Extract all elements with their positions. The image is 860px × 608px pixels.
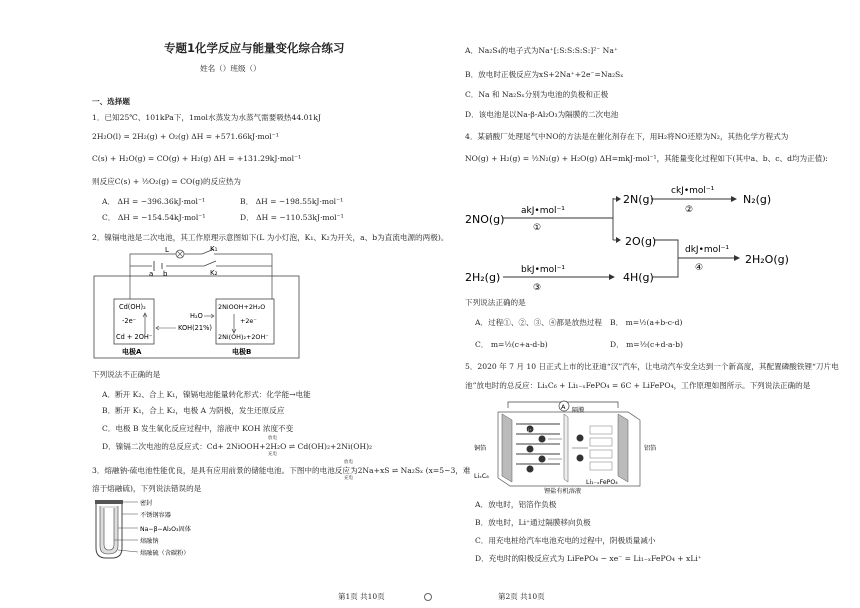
name-class-line: 姓名（）班级（）: [200, 64, 261, 73]
seal-label: 密封: [140, 500, 153, 507]
product-n2: N₂(g): [743, 193, 772, 206]
cathode-label: Li₁₋ₓFePO₄: [586, 479, 618, 486]
electrode-b-text-2: +2e⁻: [240, 317, 257, 325]
step-4-label: ④: [695, 263, 704, 273]
electrode-a-label: 电极A: [122, 348, 142, 356]
state-2o: 2O(g): [625, 235, 657, 248]
state-2n: 2N(g): [623, 193, 654, 206]
q2-arrow-bottom-label: 充电: [268, 452, 277, 457]
q4-stem: 4．某硝酸厂处理尾气中NO的方法是在催化剂存在下，用H₂将NO还原为N₂，其热化学方程式为: [465, 132, 789, 141]
pole-b-label: b: [163, 270, 168, 278]
q1-option-b: B． ΔH = −198.55kJ·mol⁻¹: [240, 197, 344, 206]
k2-label: K₂: [210, 269, 218, 277]
electrode-a-text-1: Cd(OH)₂: [119, 303, 146, 311]
q4-option-b: B． m=½(a+b-c-d): [610, 318, 683, 327]
q3-arrow-bottom-label: 充电: [344, 476, 353, 481]
electrolyte-label: 锂盐有机溶液: [544, 488, 582, 494]
q4-option-a: A．过程①、②、③、④都是放热过程: [475, 318, 602, 327]
left-footer: 第1页 共10页: [338, 592, 385, 601]
section-heading: 一、选择题: [92, 97, 130, 106]
ammeter-label: A: [561, 403, 566, 411]
q4-option-d: D． m=½(c+d-a-b): [610, 340, 683, 349]
q1-option-c: C． ΔH = −154.54kJ·mol⁻¹: [102, 213, 206, 222]
q3-stem-cont: 溶于熔融硫)，下列说法错误的是: [92, 484, 202, 493]
electrode-a-text-3: Cd + 2OH⁻: [116, 333, 153, 341]
q5-option-d: D．充电时的阳极反应式为 LiFePO₄ − xe⁻ = Li₁₋ₓFePO₄ + xLi⁺: [475, 554, 702, 563]
q1-stem: 1．已知25℃、101kPa下，1mol水蒸发为水蒸气需要吸热44.01kJ: [92, 113, 321, 122]
water-label: H₂O: [190, 312, 203, 320]
q2-arrow-top-label: 放电: [268, 436, 277, 441]
q5-stem-cont: 池”放电时的总反应：LiₓC₆ + Li₁₋ₓFePO₄ = 6C + LiFePO₄，工作原理如图所示。下列说法正确的是: [465, 381, 811, 390]
q3-option-d: D．该电池是以Na-β-Al₂O₃为隔膜的二次电池: [465, 110, 619, 119]
nas-battery-diagram: [92, 496, 252, 562]
right-footer: 第2页 共10页: [498, 592, 545, 601]
lamp-label: L: [165, 246, 169, 254]
nicd-battery-diagram: [92, 246, 302, 362]
molten-sodium-label: 熔融钠: [140, 538, 159, 545]
q4-question: 下列说法正确的是: [465, 298, 526, 307]
q3-stem: 3．熔融钠-硫电池性能优良，是具有应用前景的储能电池。下图中的电池反应为2Na+xS ⇌ Na₂Sₓ (x=5~3，难: [92, 466, 471, 475]
page-title: 专题1化学反应与能量变化综合练习: [164, 41, 345, 55]
electrode-a-text-2: -2e⁻: [122, 317, 137, 325]
energy-process-diagram: [463, 178, 793, 296]
lfp-battery-diagram: [468, 398, 668, 494]
membrane-label: 隔膜: [572, 407, 585, 414]
aluminum-foil-label: 铝箔: [644, 445, 657, 452]
q2-option-d: D．镍镉二次电池的总反应式：Cd+ 2NiOOH+2H₂O ⇌ Cd(OH)₂+2Ni(OH)₂: [102, 442, 373, 451]
energy-a-label: akJ•mol⁻¹: [521, 206, 565, 216]
q1-question: 则反应C(s) + ½O₂(g) = CO(g)的反应热为: [92, 177, 242, 186]
right-page: [430, 0, 860, 608]
q1-option-d: D． ΔH = −110.53kJ·mol⁻¹: [240, 213, 344, 222]
energy-c-label: ckJ•mol⁻¹: [671, 186, 715, 196]
q2-question: 下列说法不正确的是: [92, 370, 161, 379]
electrode-b-text-3: 2Ni(OH)₂+2OH⁻: [218, 333, 269, 341]
k1-label: K₁: [210, 246, 218, 253]
step-2-label: ②: [685, 205, 694, 215]
li-ion-label: Li⁺: [526, 428, 532, 433]
q1-equation-1: 2H₂O(l) = 2H₂(g) + O₂(g) ΔH = +571.66kJ·mol⁻¹: [92, 132, 279, 141]
koh-label: KOH(21%): [178, 324, 212, 332]
q2-stem: 2．镍镉电池是二次电池，其工作原理示意图如下(L 为小灯泡，K₁、K₂为开关，a、b为直流电源的两极)。: [92, 233, 449, 242]
steel-container-label: 不锈钢容器: [140, 512, 171, 519]
electrode-b-label: 电极B: [232, 348, 252, 356]
q5-option-b: B．放电时，Li⁺通过隔膜移向负极: [475, 518, 591, 527]
pole-a-label: a: [149, 270, 154, 278]
energy-d-label: dkJ•mol⁻¹: [685, 245, 730, 255]
q2-option-c: C．电极 B 发生氧化反应过程中，溶液中 KOH 浓度不变: [102, 424, 294, 433]
q5-option-c: C．用充电桩给汽车电池充电的过程中，阴极质量减小: [475, 536, 656, 545]
energy-b-label: bkJ•mol⁻¹: [521, 265, 566, 275]
copper-foil-label: 铜箔: [474, 445, 487, 452]
molten-sulfur-label: 熔融硫（含碳粉）: [140, 550, 190, 557]
q2-option-a: A．断开 K₂、合上 K₁，镍镉电池能量转化形式：化学能→电能: [102, 390, 311, 399]
state-2no: 2NO(g): [465, 213, 505, 226]
product-2h2o: 2H₂O(g): [745, 253, 789, 266]
q3-arrow-top-label: 放电: [344, 460, 353, 465]
q1-option-a: A． ΔH = −396.36kJ·mol⁻¹: [102, 197, 206, 206]
state-2h2: 2H₂(g): [465, 271, 501, 284]
step-1-label: ①: [533, 223, 542, 233]
q2-option-b: B．断开 K₁，合上 K₂，电极 A 为阴极，发生还原反应: [102, 406, 285, 415]
q4-equation: NO(g) + H₂(g) = ½N₂(g) + H₂O(g) ΔH=mkJ·mol⁻¹，其能量变化过程如下(其中a、b、c、d均为正值):: [465, 154, 828, 163]
solid-electrolyte-label: Na−β−Al₂O₃固体: [140, 526, 191, 533]
electrode-b-text-1: 2NiOOH+2H₂O: [218, 303, 266, 311]
anode-label: LiₓC₆: [474, 473, 489, 480]
q5-option-a: A．放电时，铝箔作负极: [475, 500, 557, 509]
state-4h: 4H(g): [623, 271, 654, 284]
step-3-label: ③: [533, 283, 542, 293]
q5-stem: 5．2020 年 7 月 10 日正式上市的比亚迪“汉”汽车，让电动汽车安全达到一个新高度，其配置磷酸铁锂“刀片电: [465, 362, 839, 371]
q3-option-c: C．Na 和 Na₂Sₓ分别为电池的负极和正极: [465, 90, 609, 99]
q4-option-c: C． m=½(c+a-d-b): [475, 340, 548, 349]
q1-equation-2: C(s) + H₂O(g) = CO(g) + H₂(g) ΔH = +131.29kJ·mol⁻¹: [92, 154, 302, 163]
q3-option-a: A．Na₂S₄的电子式为Na⁺[:S:S:S:S:]²⁻ Na⁺: [465, 46, 618, 55]
q3-option-b: B．放电时正极反应为xS+2Na⁺+2e⁻=Na₂Sₓ: [465, 70, 624, 79]
